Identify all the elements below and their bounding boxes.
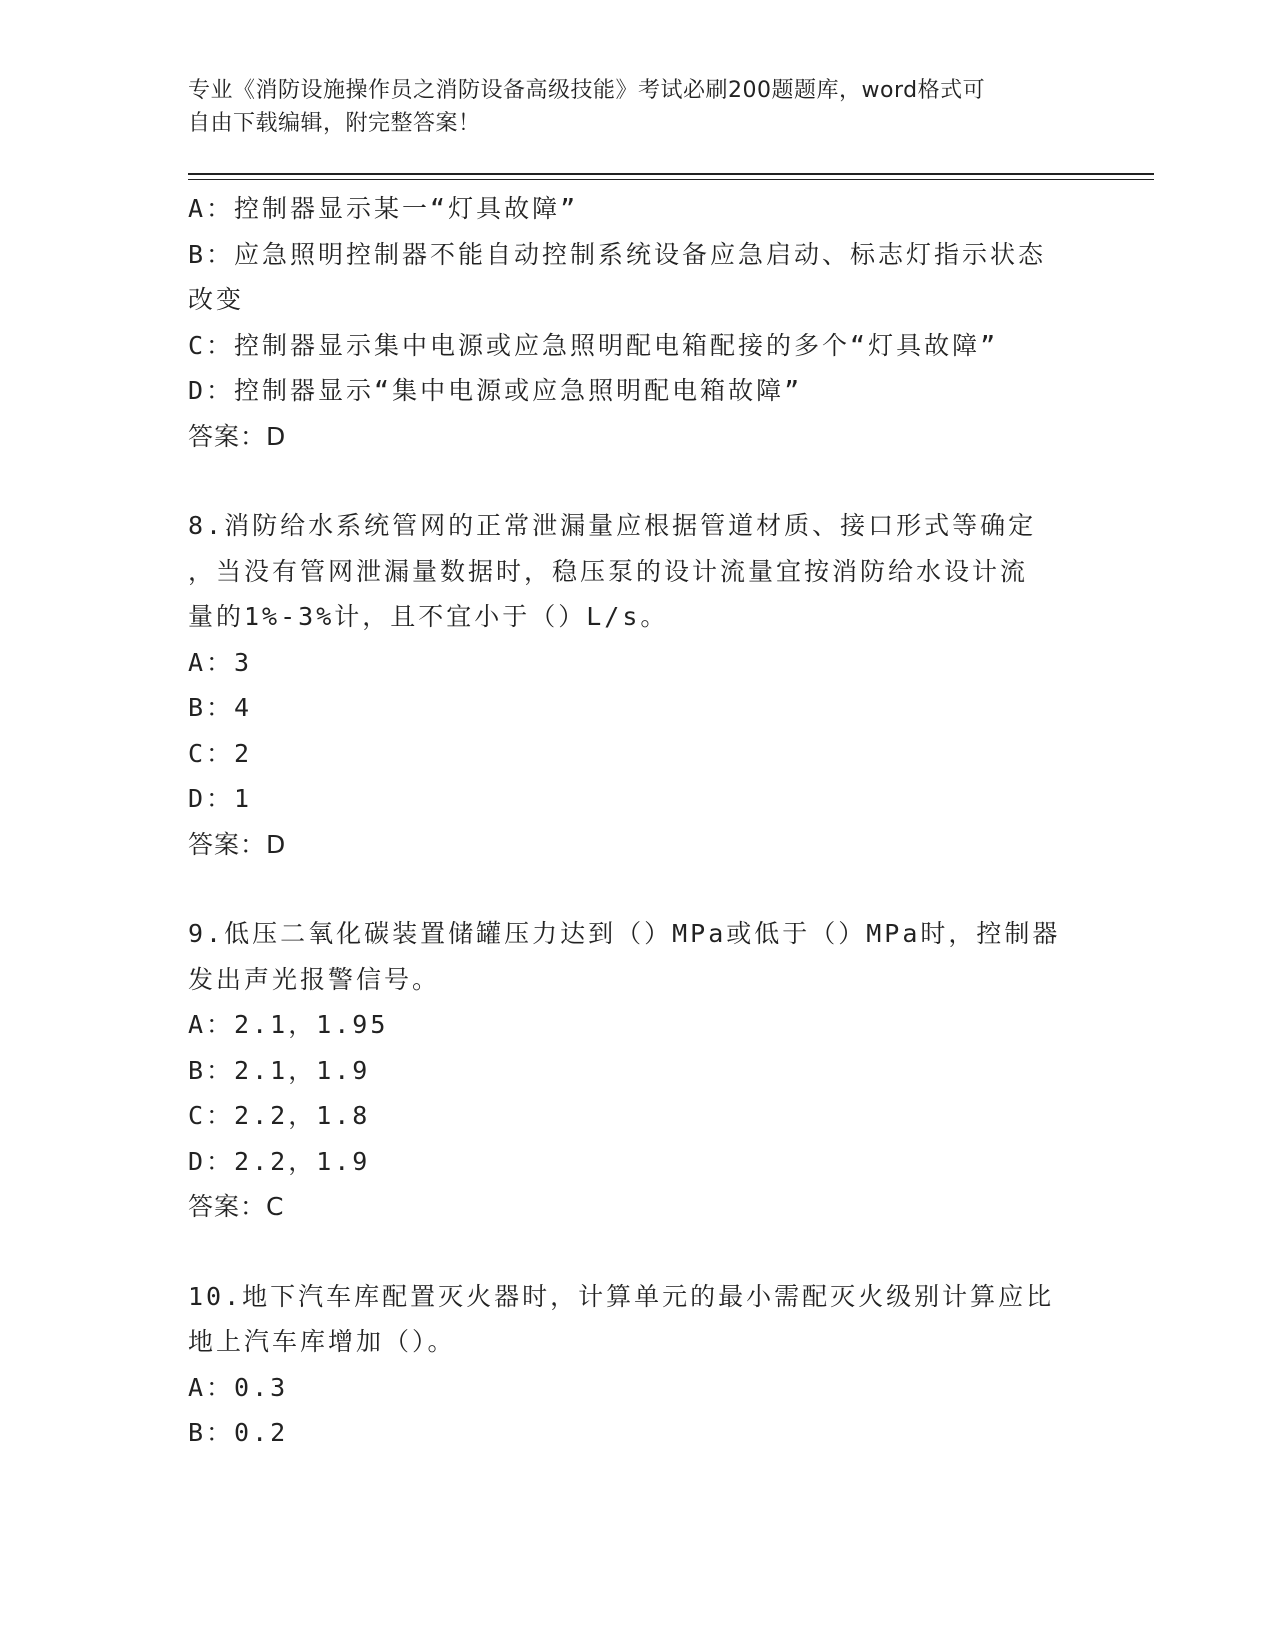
option-c: C：控制器显示集中电源或应急照明配电箱配接的多个“灯具故障” <box>188 330 999 360</box>
option-c: C：2 <box>188 738 253 768</box>
option-b: B：0.2 <box>188 1418 289 1447</box>
question-stem-line: 8.消防给水系统管网的正常泄漏量应根据管道材质、接口形式等确定 <box>188 511 1037 540</box>
header-title-line-2: 自由下载编辑，附完整答案！ <box>188 111 481 136</box>
answer-line: 答案：C <box>188 1192 285 1221</box>
option-d: D：1 <box>188 784 253 813</box>
document-header <box>188 74 1068 140</box>
header-divider-thick <box>188 173 1154 175</box>
option-a: A：2.1，1.95 <box>188 1010 389 1039</box>
question-stem-line: 量的1%-3%计，且不宜小于（）L/s。 <box>188 602 669 631</box>
option-a: A：3 <box>188 647 253 677</box>
option-a: A：控制器显示某一“灯具故障” <box>188 194 579 223</box>
question-stem-line: 地上汽车库增加（）。 <box>188 1327 456 1356</box>
question-stem-line: 发出声光报警信号。 <box>188 964 441 994</box>
question-stem-line: ，当没有管网泄漏量数据时，稳压泵的设计流量宜按消防给水设计流 <box>188 556 1029 586</box>
option-c: C：2.2，1.8 <box>188 1101 371 1130</box>
question-10 <box>188 1274 1078 1456</box>
option-b: B：4 <box>188 693 253 722</box>
option-d: D：2.2，1.9 <box>188 1146 371 1176</box>
header-divider-thin <box>188 179 1154 180</box>
question-stem-line: 10.地下汽车库配置灭火器时，计算单元的最小需配灭火级别计算应比 <box>188 1281 1055 1311</box>
header-title-line-1: 专业《消防设施操作员之消防设备高级技能》考试必刷200题题库，word格式可 <box>188 78 986 103</box>
option-b: B：2.1，1.9 <box>188 1055 371 1085</box>
spacer <box>188 867 1078 911</box>
option-a: A：0.3 <box>188 1372 289 1402</box>
question-8 <box>188 503 1078 867</box>
question-9 <box>188 911 1078 1230</box>
spacer <box>188 1230 1078 1274</box>
option-d: D：控制器显示“集中电源或应急照明配电箱故障” <box>188 376 803 405</box>
question-stem-line: 9.低压二氧化碳装置储罐压力达到（）MPa或低于（）MPa时，控制器 <box>188 919 1061 948</box>
spacer <box>188 459 1078 503</box>
option-b: B：应急照明控制器不能自动控制系统设备应急启动、标志灯指示状态 <box>188 239 1047 269</box>
answer-line: 答案：D <box>188 421 287 451</box>
option-b-continued: 改变 <box>188 285 245 314</box>
answer-line: 答案：D <box>188 829 287 859</box>
question-list <box>188 186 1078 1456</box>
question-7-continuation <box>188 186 1078 459</box>
